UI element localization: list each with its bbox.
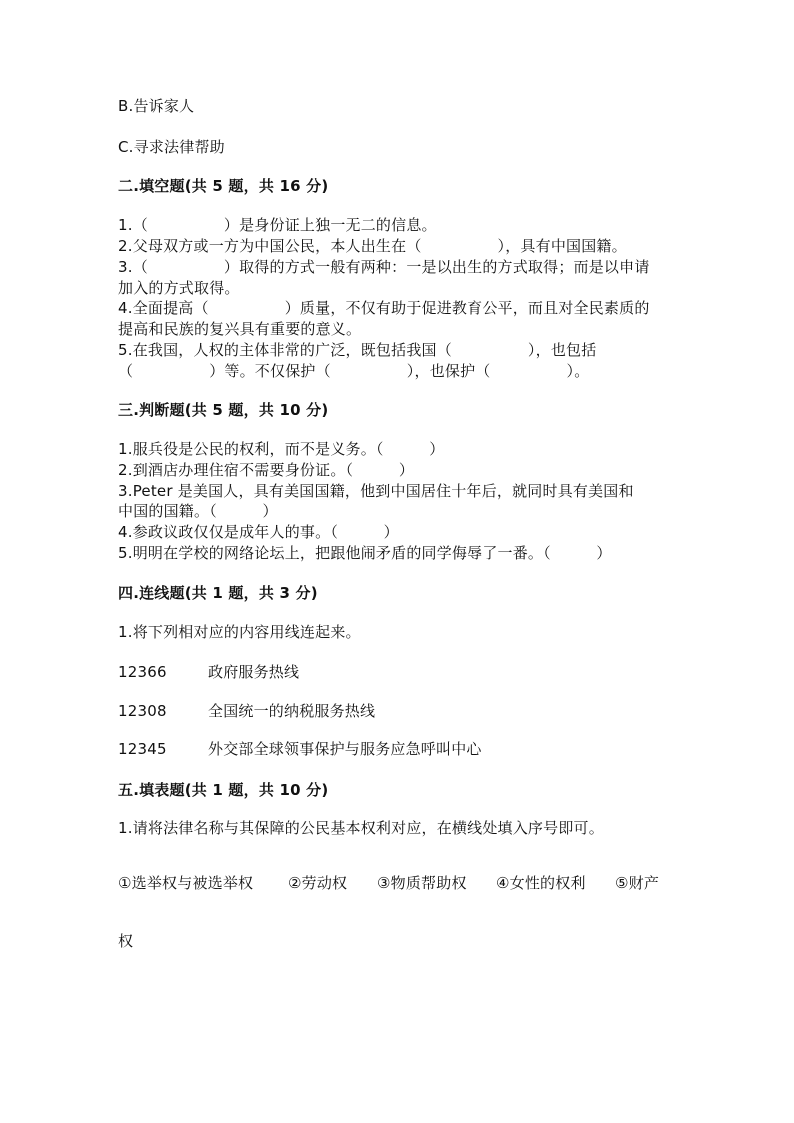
rights-option: ③物质帮助权 [377,874,467,892]
fill-blank-line: 1.（ ）是身份证上独一无二的信息。 [118,216,437,234]
fill-blank-line: 3.（ ）取得的方式一般有两种：一是以出生的方式取得；而是以申请 [118,258,650,276]
rights-option: ②劳动权 [288,874,348,892]
judgement-line: 2.到酒店办理住宿不需要身份证。（ ） [118,461,415,479]
matching-row [118,662,299,682]
rights-options-row [118,873,659,893]
hotline-description: 外交部全球领事保护与服务应急呼叫中心 [208,740,482,758]
matching-row [118,739,482,759]
judgement-line: 中国的国籍。（ ） [118,502,278,520]
rights-option-wrap: 权 [118,932,134,950]
fill-blank-line: 4.全面提高（ ）质量，不仅有助于促进教育公平，而且对全民素质的 [118,299,650,317]
judgement-line: 1.服兵役是公民的权利，而不是义务。（ ） [118,440,445,458]
hotline-code: 12308 [118,702,167,720]
judgement-line: 4.参政议政仅仅是成年人的事。（ ） [118,523,399,541]
fill-blank-line: （ ）等。不仅保护（ ），也保护（ ）。 [118,362,590,380]
section-heading-fill-blank: 二.填空题(共 5 题，共 16 分) [118,177,329,195]
section-heading-judgement: 三.判断题(共 5 题，共 10 分) [118,401,329,419]
fill-blank-line: 2.父母双方或一方为中国公民，本人出生在（ ），具有中国国籍。 [118,237,627,255]
section-heading-table-fill: 五.填表题(共 1 题，共 10 分) [118,781,329,799]
hotline-description: 政府服务热线 [208,663,300,681]
section-heading-matching: 四.连线题(共 1 题，共 3 分) [118,584,318,602]
judgement-line: 3.Peter 是美国人，具有美国国籍，他到中国居住十年后，就同时具有美国和 [118,482,634,500]
hotline-code: 12366 [118,663,167,681]
matching-question: 1.将下列相对应的内容用线连起来。 [118,623,361,641]
fill-blank-line: 5.在我国，人权的主体非常的广泛，既包括我国（ ），也包括 [118,341,597,359]
matching-row [118,701,375,721]
fill-blank-line: 提高和民族的复兴具有重要的意义。 [118,320,362,338]
option-c: C.寻求法律帮助 [118,138,225,156]
judgement-line: 5.明明在学校的网络论坛上，把跟他闹矛盾的同学侮辱了一番。（ ） [118,544,612,562]
rights-option: ⑤财产 [615,874,660,892]
rights-option: ④女性的权利 [496,874,586,892]
rights-option: ①选举权与被选举权 [118,874,254,892]
option-b: B.告诉家人 [118,97,195,115]
fill-blank-line: 加入的方式取得。 [118,279,240,297]
table-fill-question: 1.请将法律名称与其保障的公民基本权利对应，在横线处填入序号即可。 [118,819,604,837]
hotline-code: 12345 [118,740,167,758]
hotline-description: 全国统一的纳税服务热线 [208,702,376,720]
